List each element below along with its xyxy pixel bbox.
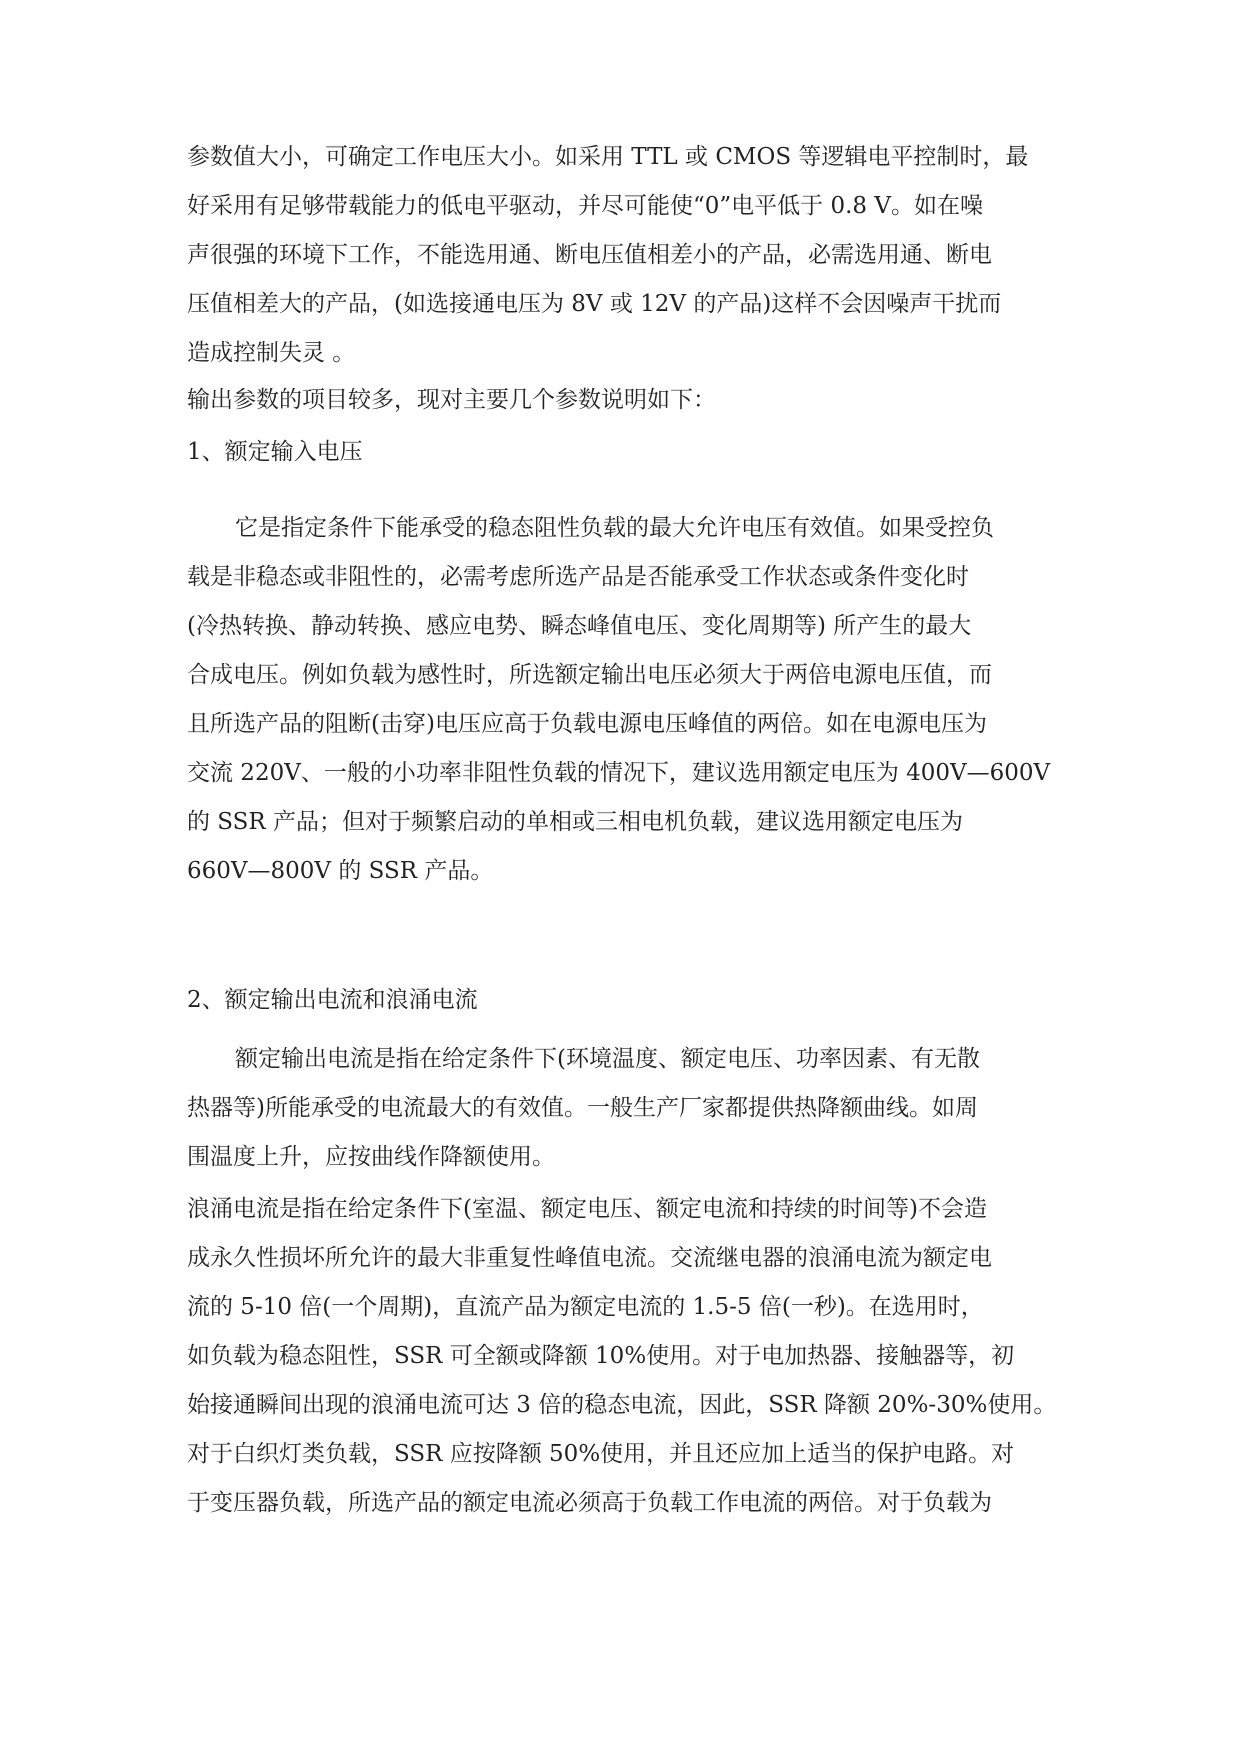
text-line: (冷热转换、静动转换、感应电势、瞬态峰值电压、变化周期等) 所产生的最大 <box>187 613 972 639</box>
text-line: 于变压器负载，所选产品的额定电流必须高于负载工作电流的两倍。对于负载为 <box>187 1490 992 1516</box>
section-heading-rated-voltage <box>187 428 1067 477</box>
text-line: 压值相差大的产品，(如选接通电压为 8V 或 12V 的产品)这样不会因噪声干扰而 <box>187 291 1002 317</box>
paragraph-control-voltage <box>187 133 1067 378</box>
text-line: 声很强的环境下工作，不能选用通、断电压值相差小的产品，必需选用通、断电 <box>187 242 992 268</box>
text-line: 好采用有足够带载能力的低电平驱动，并尽可能使“0”电平低于 0.8 V。如在噪 <box>187 193 983 219</box>
text-line: 合成电压。例如负载为感性时，所选额定输出电压必须大于两倍电源电压值，而 <box>187 662 992 688</box>
paragraph-rated-voltage <box>187 504 1067 896</box>
heading-text: 2、额定输出电流和浪涌电流 <box>187 987 478 1013</box>
text-line: 造成控制失灵 。 <box>187 340 356 366</box>
text-line: 额定输出电流是指在给定条件下(环境温度、额定电压、功率因素、有无散 <box>235 1046 980 1072</box>
text-line: 浪涌电流是指在给定条件下(室温、额定电压、额定电流和持续的时间等)不会造 <box>187 1196 987 1222</box>
text-line: 且所选产品的阻断(击穿)电压应高于负载电源电压峰值的两倍。如在电源电压为 <box>187 711 987 737</box>
text-line: 的 SSR 产品；但对于频繁启动的单相或三相电机负载，建议选用额定电压为 <box>187 809 964 835</box>
text-line: 成永久性损坏所允许的最大非重复性峰值电流。交流继电器的浪涌电流为额定电 <box>187 1245 992 1271</box>
text-line: 流的 5-10 倍(一个周期)，直流产品为额定电流的 1.5-5 倍(一秒)。在选用时， <box>187 1294 984 1320</box>
heading-text: 1、额定输入电压 <box>187 439 363 465</box>
paragraph-surge-current <box>187 1185 1067 1528</box>
text-line: 它是指定条件下能承受的稳态阻性负载的最大允许电压有效值。如果受控负 <box>235 515 994 541</box>
text-line: 围温度上升，应按曲线作降额使用。 <box>187 1144 555 1170</box>
text-line: 交流 220V、一般的小功率非阻性负载的情况下，建议选用额定电压为 400V—600V <box>187 760 1051 786</box>
text-line: 参数值大小，可确定工作电压大小。如采用 TTL 或 CMOS 等逻辑电平控制时，最 <box>187 144 1029 170</box>
text-line: 660V—800V 的 SSR 产品。 <box>187 858 494 884</box>
text-line: 如负载为稳态阻性，SSR 可全额或降额 10%使用。对于电加热器、接触器等，初 <box>187 1343 1015 1369</box>
paragraph-rated-current <box>187 1035 1067 1182</box>
text-line: 始接通瞬间出现的浪涌电流可达 3 倍的稳态电流，因此，SSR 降额 20%-30%使用。 <box>187 1392 1057 1418</box>
text-line: 载是非稳态或非阻性的，必需考虑所选产品是否能承受工作状态或条件变化时 <box>187 564 969 590</box>
section-heading-rated-current <box>187 976 1067 1025</box>
text-line: 对于白织灯类负载，SSR 应按降额 50%使用，并且还应加上适当的保护电路。对 <box>187 1441 1015 1467</box>
output-parameters-intro <box>187 376 1067 425</box>
text-line: 输出参数的项目较多，现对主要几个参数说明如下： <box>187 387 716 413</box>
text-line: 热器等)所能承受的电流最大的有效值。一般生产厂家都提供热降额曲线。如周 <box>187 1095 978 1121</box>
